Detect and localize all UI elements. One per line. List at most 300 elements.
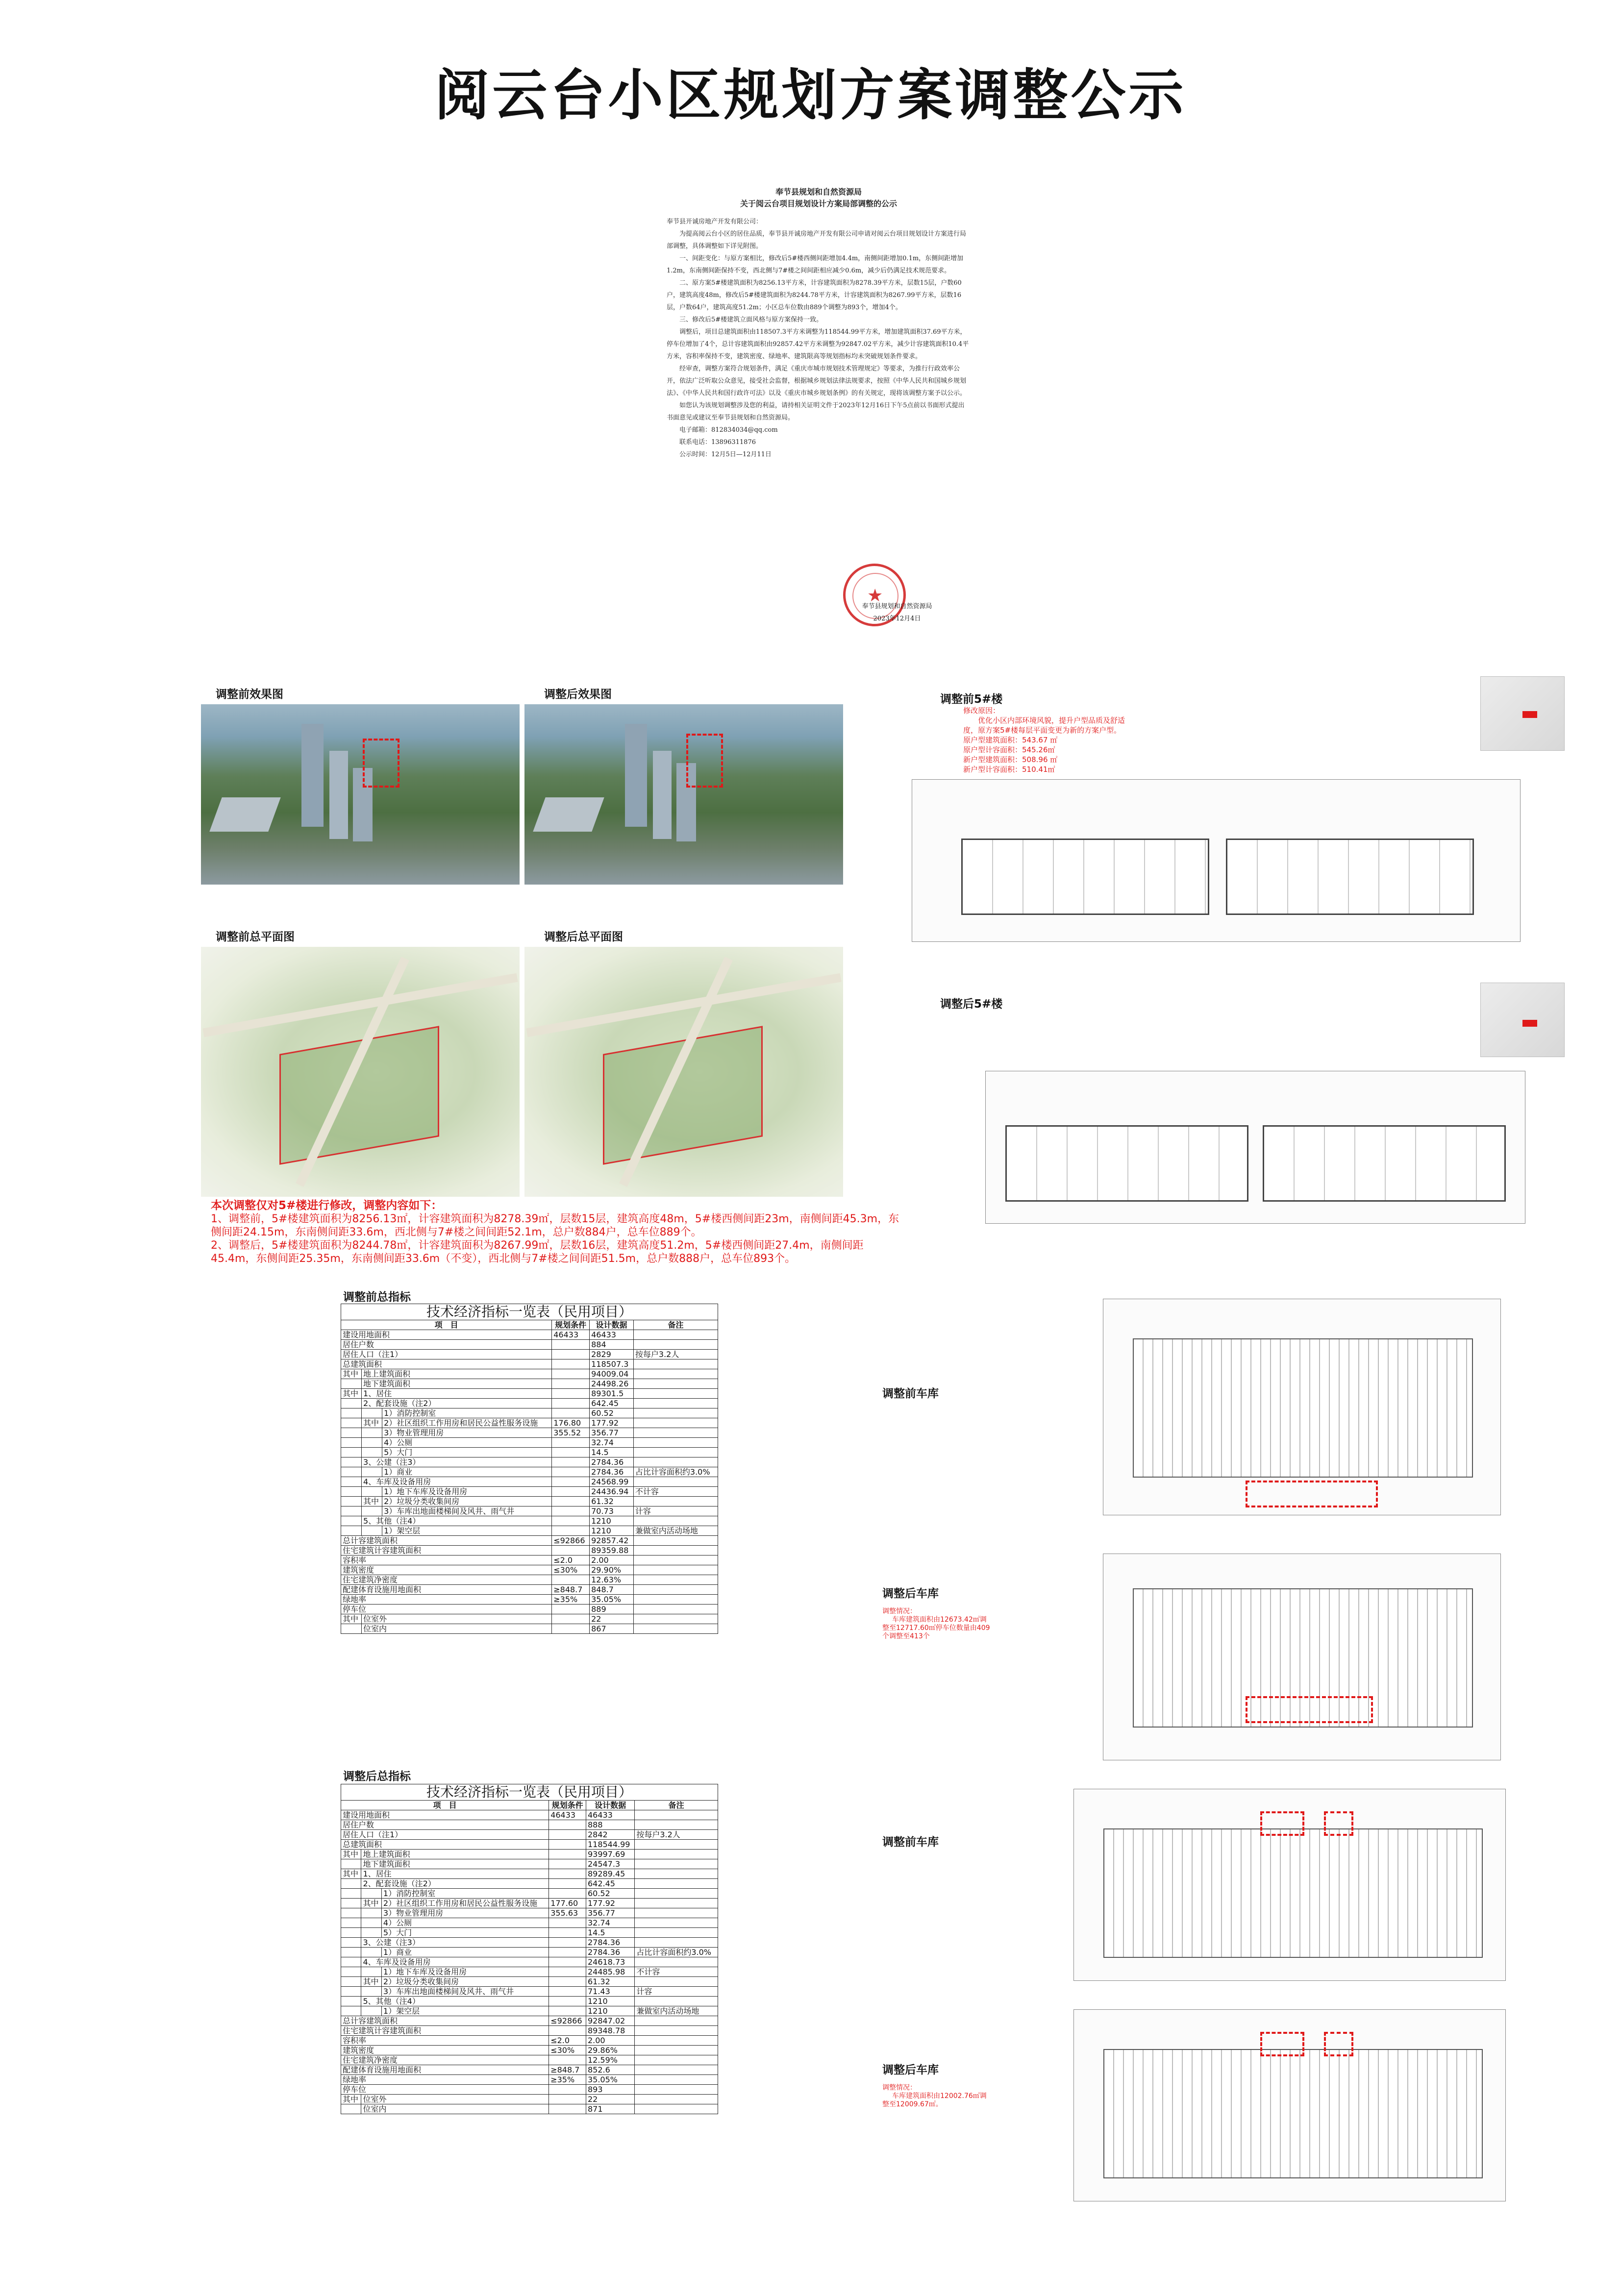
table-cell bbox=[633, 1624, 718, 1634]
table-cell: 2、配套设施（注2） bbox=[362, 1399, 552, 1408]
garage-change-highlight bbox=[1260, 1811, 1304, 1836]
table-cell bbox=[549, 1977, 586, 1987]
table-cell: 356.77 bbox=[586, 1908, 634, 1918]
table-title-row bbox=[341, 1784, 718, 1801]
table-cell: 不计容 bbox=[635, 1967, 718, 1977]
table-cell: 2784.36 bbox=[586, 1948, 634, 1957]
table-cell bbox=[635, 1899, 718, 1908]
table-cell: 24498.26 bbox=[590, 1379, 634, 1389]
table-cell bbox=[549, 1997, 586, 2006]
table-cell: 3）物业管理用房 bbox=[382, 1428, 552, 1438]
table-cell: 总建筑面积 bbox=[341, 1359, 552, 1369]
table-cell: 住宅建筑净密度 bbox=[341, 2055, 549, 2065]
table-cell: 占比计容面积约3.0% bbox=[633, 1467, 718, 1477]
table-cell bbox=[362, 1487, 382, 1497]
table-cell: 3）物业管理用房 bbox=[381, 1908, 549, 1918]
table-cell: 2842 bbox=[586, 1830, 634, 1840]
table-cell bbox=[635, 2085, 718, 2095]
note-line: 新户型计容面积：510.41㎡ bbox=[963, 765, 1055, 774]
table-row bbox=[341, 1330, 718, 1340]
table-cell: 1）消防控制室 bbox=[381, 1889, 549, 1899]
table-cell: 地下建筑面积 bbox=[361, 1859, 549, 1869]
table-cell bbox=[361, 1889, 381, 1899]
after-garage-2-plan bbox=[1073, 2009, 1506, 2201]
table-cell: 地下建筑面积 bbox=[362, 1379, 552, 1389]
table-row bbox=[341, 1526, 718, 1536]
table-cell bbox=[361, 2006, 381, 2016]
notice-signature bbox=[833, 600, 961, 625]
table-cell bbox=[635, 2036, 718, 2046]
table-cell bbox=[635, 2046, 718, 2055]
after-bldg5-keymap bbox=[1480, 983, 1565, 1057]
table-cell bbox=[549, 2085, 586, 2095]
table-row bbox=[341, 2006, 718, 2016]
notice-period: 公示时间：12月5日—12月11日 bbox=[679, 451, 772, 458]
table-cell bbox=[552, 1350, 590, 1359]
after-bldg5-label: 调整后5#楼 bbox=[940, 998, 1003, 1011]
table-title-row bbox=[341, 1304, 718, 1320]
table-row bbox=[341, 1497, 718, 1506]
table-row bbox=[341, 1810, 718, 1820]
table-cell: 1）商业 bbox=[382, 1467, 552, 1477]
table-row bbox=[341, 1830, 718, 1840]
table-cell: 35.05% bbox=[590, 1595, 634, 1605]
table-cell: 其中 bbox=[361, 1977, 381, 1987]
table-cell: 176.80 bbox=[552, 1418, 590, 1428]
before-plan-label: 调整前总平面图 bbox=[216, 931, 295, 943]
table-cell bbox=[341, 1438, 362, 1448]
table-cell bbox=[549, 2026, 586, 2036]
notice-paragraph: 为提高阅云台小区的居住品质，奉节县开诚房地产开发有限公司申请对阅云台项目规划设计方案进行局部调整，具体调整如下详见附图。 bbox=[667, 230, 967, 250]
table-cell: 地上建筑面积 bbox=[362, 1369, 552, 1379]
table-header-cell: 技术经济指标一览表（民用项目） bbox=[341, 1784, 718, 1801]
table-cell: 71.43 bbox=[586, 1987, 634, 1997]
table-cell bbox=[635, 1859, 718, 1869]
table-row bbox=[341, 1350, 718, 1359]
table-cell bbox=[549, 1938, 586, 1948]
table-cell: 92857.42 bbox=[590, 1536, 634, 1546]
table-cell: 5）大门 bbox=[382, 1448, 552, 1457]
garage-change-highlight bbox=[1246, 1696, 1373, 1723]
table-cell bbox=[633, 1555, 718, 1565]
table-row bbox=[341, 1457, 718, 1467]
table-cell: 22 bbox=[586, 2095, 634, 2104]
table-row bbox=[341, 1977, 718, 1987]
table-cell bbox=[552, 1624, 590, 1634]
table-row bbox=[341, 2085, 718, 2095]
table-cell: 其中 bbox=[361, 1899, 381, 1908]
table-cell bbox=[635, 1840, 718, 1850]
table-row bbox=[341, 2104, 718, 2114]
table-cell bbox=[362, 1408, 382, 1418]
note-line: 整至12717.60㎡停车位数量由409 bbox=[882, 1624, 990, 1632]
after-garage-1-label: 调整后车库 bbox=[882, 1587, 939, 1600]
table-cell: 1、居住 bbox=[361, 1869, 549, 1879]
table-cell bbox=[362, 1506, 382, 1516]
before-index-table bbox=[341, 1304, 718, 1634]
table-cell: 177.92 bbox=[590, 1418, 634, 1428]
table-cell bbox=[341, 1899, 361, 1908]
change-summary-lead: 本次调整仅对5#楼进行修改，调整内容如下： bbox=[211, 1199, 443, 1212]
table-cell bbox=[552, 1389, 590, 1399]
table-cell: 871 bbox=[586, 2104, 634, 2114]
table-row bbox=[341, 1418, 718, 1428]
table-row bbox=[341, 2065, 718, 2075]
table-cell: 35.05% bbox=[586, 2075, 634, 2085]
table-cell bbox=[635, 2075, 718, 2085]
table-cell bbox=[549, 2095, 586, 2104]
table-cell: 24618.73 bbox=[586, 1957, 634, 1967]
table-cell bbox=[633, 1369, 718, 1379]
table-cell: 停车位 bbox=[341, 1605, 552, 1614]
table-row bbox=[341, 2016, 718, 2026]
after-render-label: 调整后效果图 bbox=[544, 688, 612, 701]
table-cell bbox=[341, 1506, 362, 1516]
table-cell bbox=[362, 1467, 382, 1477]
table-cell: 按每户3.2人 bbox=[633, 1350, 718, 1359]
table-cell bbox=[633, 1595, 718, 1605]
table-cell: 2）社区组织工作用房和居民公益性服务设施 bbox=[381, 1899, 549, 1908]
table-cell: 2）社区组织工作用房和居民公益性服务设施 bbox=[382, 1418, 552, 1428]
notice-paragraph: 调整后，项目总建筑面积由118507.3平方米调整为118544.99平方米，增加建筑面积37.69平方米，停车位增加了4个，总计容建筑面积由92857.42平方米调整为92847.02平方米，减少计容建筑面积10.4平方米，容积率保持不变，建筑密度、绿地率、建筑限高等规划指标均未突破规划条件要求。 bbox=[667, 328, 969, 360]
table-cell: 70.73 bbox=[590, 1506, 634, 1516]
table-header-cell: 设计数据 bbox=[590, 1320, 634, 1330]
table-cell: 5、其他（注4） bbox=[361, 1997, 549, 2006]
table-cell: 2）垃圾分类收集间房 bbox=[381, 1977, 549, 1987]
table-row bbox=[341, 1938, 718, 1948]
table-cell: 1）商业 bbox=[381, 1948, 549, 1957]
table-cell: 居住人口（注1） bbox=[341, 1830, 549, 1840]
table-cell: 住宅建筑计容建筑面积 bbox=[341, 2026, 549, 2036]
table-cell bbox=[341, 1889, 361, 1899]
before-garage-1-label: 调整前车库 bbox=[882, 1387, 939, 1400]
note-line: 修改原因： bbox=[963, 706, 1000, 715]
table-cell bbox=[341, 1967, 361, 1977]
table-cell: 4、车库及设备用房 bbox=[362, 1477, 552, 1487]
table-cell: ≤30% bbox=[552, 1565, 590, 1575]
note-line: 原户型建筑面积：543.67 ㎡ bbox=[963, 736, 1058, 744]
bldg5-highlight bbox=[686, 734, 723, 788]
table-cell: 住宅建筑净密度 bbox=[341, 1575, 552, 1585]
table-cell: 1210 bbox=[590, 1516, 634, 1526]
table-cell bbox=[341, 1448, 362, 1457]
table-cell bbox=[635, 1908, 718, 1918]
table-cell bbox=[549, 1869, 586, 1879]
tech-table bbox=[341, 1304, 718, 1634]
table-cell bbox=[549, 1889, 586, 1899]
table-row bbox=[341, 2095, 718, 2104]
table-cell bbox=[635, 2055, 718, 2065]
table-cell: ≥848.7 bbox=[552, 1585, 590, 1595]
table-cell: 3）车库出地面楼梯间及风井、雨气井 bbox=[381, 1987, 549, 1997]
table-cell: 46433 bbox=[549, 1810, 586, 1820]
table-cell: 容积率 bbox=[341, 1555, 552, 1565]
table-cell: 893 bbox=[586, 2085, 634, 2095]
table-cell: 12.59% bbox=[586, 2055, 634, 2065]
table-cell: 24547.3 bbox=[586, 1859, 634, 1869]
table-cell: 1）架空层 bbox=[381, 2006, 549, 2016]
table-cell: 2.00 bbox=[590, 1555, 634, 1565]
table-cell bbox=[549, 2104, 586, 2114]
table-cell bbox=[552, 1438, 590, 1448]
table-cell: 其中 bbox=[362, 1418, 382, 1428]
table-row bbox=[341, 2075, 718, 2085]
table-cell bbox=[635, 1850, 718, 1859]
table-cell bbox=[549, 1859, 586, 1869]
before-garage-2-label: 调整前车库 bbox=[882, 1836, 939, 1849]
change-summary-before: 1、调整前，5#楼建筑面积为8256.13㎡，计容建筑面积为8278.39㎡，层数15层，建筑高度48m，5#楼西侧间距23m，南侧间距45.3m，东侧间距24.15m，东南侧间距33.6m，西北侧与7#楼之间间距52.1m，总户数884户，总车位889个。 bbox=[211, 1213, 899, 1238]
note-line: 优化小区内部环境风貌，提升户型品质及舒适 bbox=[978, 716, 1125, 725]
table-cell: 5、其他（注4） bbox=[362, 1516, 552, 1526]
table-cell bbox=[635, 1869, 718, 1879]
table-cell bbox=[341, 1948, 361, 1957]
table-cell bbox=[633, 1399, 718, 1408]
table-cell: 其中 bbox=[341, 1869, 361, 1879]
table-header-row bbox=[341, 1320, 718, 1330]
table-cell bbox=[635, 1957, 718, 1967]
table-cell bbox=[552, 1506, 590, 1516]
table-cell bbox=[635, 1938, 718, 1948]
table-cell bbox=[341, 1428, 362, 1438]
table-cell: 地上建筑面积 bbox=[361, 1850, 549, 1859]
table-cell bbox=[341, 1487, 362, 1497]
table-cell: ≤92866 bbox=[552, 1536, 590, 1546]
table-cell: 计容 bbox=[635, 1987, 718, 1997]
garage-1-change-note bbox=[882, 1607, 1078, 1641]
table-cell: 2.00 bbox=[586, 2036, 634, 2046]
table-cell bbox=[341, 1399, 362, 1408]
table-cell: 位室内 bbox=[361, 2104, 549, 2114]
table-cell bbox=[552, 1526, 590, 1536]
table-row bbox=[341, 1506, 718, 1516]
table-cell bbox=[635, 1977, 718, 1987]
table-row bbox=[341, 1487, 718, 1497]
table-cell bbox=[341, 1624, 362, 1634]
table-cell bbox=[552, 1467, 590, 1477]
table-cell bbox=[633, 1389, 718, 1399]
table-row bbox=[341, 1516, 718, 1526]
table-cell bbox=[635, 1810, 718, 1820]
table-cell bbox=[549, 1967, 586, 1977]
table-row bbox=[341, 1820, 718, 1830]
table-cell bbox=[633, 1497, 718, 1506]
table-cell: 2784.36 bbox=[586, 1938, 634, 1948]
table-cell bbox=[361, 1948, 381, 1957]
before-site-plan bbox=[201, 947, 520, 1197]
table-row bbox=[341, 1477, 718, 1487]
table-cell: 住宅建筑计容建筑面积 bbox=[341, 1546, 552, 1555]
table-row bbox=[341, 1546, 718, 1555]
table-cell bbox=[341, 1457, 362, 1467]
table-row bbox=[341, 2055, 718, 2065]
table-cell bbox=[633, 1438, 718, 1448]
after-plan-label: 调整后总平面图 bbox=[544, 931, 623, 943]
seal-star-icon: ★ bbox=[867, 586, 883, 606]
table-cell bbox=[549, 1987, 586, 1997]
table-cell: 绿地率 bbox=[341, 2075, 549, 2085]
table-cell bbox=[635, 2065, 718, 2075]
table-cell bbox=[633, 1565, 718, 1575]
table-cell bbox=[361, 1918, 381, 1928]
table-cell: 1）架空层 bbox=[382, 1526, 552, 1536]
table-cell: 29.86% bbox=[586, 2046, 634, 2055]
table-cell bbox=[549, 1840, 586, 1850]
table-cell: 118507.3 bbox=[590, 1359, 634, 1369]
table-row bbox=[341, 2026, 718, 2036]
table-cell bbox=[633, 1614, 718, 1624]
table-row bbox=[341, 1987, 718, 1997]
table-row bbox=[341, 1624, 718, 1634]
table-cell: 60.52 bbox=[586, 1889, 634, 1899]
table-cell: 总建筑面积 bbox=[341, 1840, 549, 1850]
notice-paragraph: 一、间距变化：与原方案相比，修改后5#楼西侧间距增加4.4m，南侧间距增加0.1m，东侧间距增加1.2m，东南侧间距保持不变，西北侧与7#楼之间间距相应减少0.6m，减少后仍满足技术规范要求。 bbox=[667, 255, 964, 274]
table-row bbox=[341, 1340, 718, 1350]
table-cell: 位室外 bbox=[361, 2095, 549, 2104]
table-cell: ≥848.7 bbox=[549, 2065, 586, 2075]
table-cell bbox=[362, 1526, 382, 1536]
table-cell bbox=[633, 1516, 718, 1526]
table-cell bbox=[552, 1487, 590, 1497]
after-garage-1-plan bbox=[1103, 1554, 1501, 1760]
table-row bbox=[341, 1869, 718, 1879]
table-cell bbox=[341, 2104, 361, 2114]
change-summary-after: 2、调整后，5#楼建筑面积为8244.78㎡，计容建筑面积为8267.99㎡，层数16层，建筑高度51.2m，5#楼西侧间距27.4m，南侧间距45.4m，东侧间距25.35m，东南侧间距33.6m（不变），西北侧与7#楼之间间距51.5m，总户数888户，总车位893个。 bbox=[211, 1239, 864, 1265]
before-garage-2-plan bbox=[1073, 1789, 1506, 1981]
table-cell bbox=[552, 1408, 590, 1418]
after-garage-2-label: 调整后车库 bbox=[882, 2064, 939, 2076]
table-cell: 其中 bbox=[341, 2095, 361, 2104]
table-cell bbox=[549, 1820, 586, 1830]
table-cell: 兼做室内活动场地 bbox=[633, 1526, 718, 1536]
table-cell: 24436.94 bbox=[590, 1487, 634, 1497]
table-cell bbox=[341, 1477, 362, 1487]
table-row bbox=[341, 1605, 718, 1614]
table-cell: 848.7 bbox=[590, 1585, 634, 1595]
before-bldg5-label: 调整前5#楼 bbox=[940, 693, 1003, 706]
table-cell: 1）地下车库及设备用房 bbox=[381, 1967, 549, 1977]
table-cell bbox=[362, 1438, 382, 1448]
table-cell bbox=[549, 2055, 586, 2065]
table-row bbox=[341, 1997, 718, 2006]
note-line: 调整情况： bbox=[882, 2084, 917, 2092]
table-header-cell: 规划条件 bbox=[549, 1801, 586, 1810]
table-cell bbox=[549, 1928, 586, 1938]
table-cell bbox=[341, 1408, 362, 1418]
after-bldg5-floorplan bbox=[985, 1071, 1525, 1224]
table-cell bbox=[341, 1467, 362, 1477]
table-cell: 3）车库出地面楼梯间及风井、雨气井 bbox=[382, 1506, 552, 1516]
table-cell: 4）公厕 bbox=[381, 1918, 549, 1928]
change-summary bbox=[211, 1199, 907, 1265]
table-cell: 建设用地面积 bbox=[341, 1810, 549, 1820]
table-cell bbox=[341, 1859, 361, 1869]
table-cell: 其中 bbox=[341, 1850, 361, 1859]
note-line: 原户型计容面积：545.26㎡ bbox=[963, 745, 1055, 754]
table-cell: 61.32 bbox=[586, 1977, 634, 1987]
table-cell bbox=[549, 1948, 586, 1957]
table-cell: ≤2.0 bbox=[552, 1555, 590, 1565]
note-line: 车库建筑面积由12002.76㎡调 bbox=[892, 2092, 987, 2100]
table-cell: ≥35% bbox=[549, 2075, 586, 2085]
table-cell bbox=[341, 1938, 361, 1948]
table-cell: 61.32 bbox=[590, 1497, 634, 1506]
table-cell bbox=[341, 1928, 361, 1938]
table-cell: 89301.5 bbox=[590, 1389, 634, 1399]
table-row bbox=[341, 1428, 718, 1438]
table-cell: 356.77 bbox=[590, 1428, 634, 1438]
table-cell bbox=[552, 1448, 590, 1457]
table-cell: 占比计容面积约3.0% bbox=[635, 1948, 718, 1957]
table-cell: 2）垃圾分类收集间房 bbox=[382, 1497, 552, 1506]
notice-heading-title: 关于阅云台项目规划设计方案局部调整的公示 bbox=[740, 199, 897, 208]
note-line: 度，原方案5#楼每层平面变更为新的方案户型。 bbox=[963, 726, 1122, 735]
table-cell bbox=[341, 1957, 361, 1967]
table-row bbox=[341, 2046, 718, 2055]
table-cell: 绿地率 bbox=[341, 1595, 552, 1605]
table-cell: 177.60 bbox=[549, 1899, 586, 1908]
table-cell bbox=[633, 1379, 718, 1389]
table-cell: ≥35% bbox=[552, 1595, 590, 1605]
table-row bbox=[341, 1565, 718, 1575]
table-cell: 1、居住 bbox=[362, 1389, 552, 1399]
table-cell bbox=[635, 1918, 718, 1928]
table-cell: 总计容建筑面积 bbox=[341, 1536, 552, 1546]
table-cell: 46433 bbox=[590, 1330, 634, 1340]
table-cell: 4）公厕 bbox=[382, 1438, 552, 1448]
official-notice bbox=[667, 186, 971, 461]
table-cell bbox=[635, 1928, 718, 1938]
notice-email: 电子邮箱：812834034@qq.com bbox=[679, 426, 778, 434]
table-cell bbox=[635, 1889, 718, 1899]
bldg5-change-note bbox=[963, 706, 1189, 774]
table-cell: 1210 bbox=[590, 1526, 634, 1536]
table-header-cell: 备注 bbox=[633, 1320, 718, 1330]
table-cell bbox=[549, 2006, 586, 2016]
table-cell: 位室外 bbox=[362, 1614, 552, 1624]
table-cell: 89359.88 bbox=[590, 1546, 634, 1555]
table-cell bbox=[361, 1967, 381, 1977]
table-cell: 60.52 bbox=[590, 1408, 634, 1418]
before-index-label: 调整前总指标 bbox=[343, 1291, 411, 1304]
table-cell: 14.5 bbox=[586, 1928, 634, 1938]
table-cell: 5）大门 bbox=[381, 1928, 549, 1938]
notice-phone: 联系电话：13896311876 bbox=[679, 439, 756, 446]
garage-change-highlight bbox=[1260, 2032, 1304, 2056]
table-cell: ≤30% bbox=[549, 2046, 586, 2055]
sign-org: 奉节县规划和自然资源局 bbox=[862, 603, 932, 610]
table-row bbox=[341, 1948, 718, 1957]
table-cell bbox=[635, 2016, 718, 2026]
note-line: 新户型建筑面积：508.96 ㎡ bbox=[963, 755, 1058, 764]
table-header-cell: 项 目 bbox=[341, 1320, 552, 1330]
table-cell bbox=[552, 1477, 590, 1487]
table-row bbox=[341, 1585, 718, 1595]
table-row bbox=[341, 1448, 718, 1457]
table-cell bbox=[633, 1536, 718, 1546]
table-cell: 32.74 bbox=[590, 1438, 634, 1448]
table-row bbox=[341, 1595, 718, 1605]
table-cell bbox=[552, 1497, 590, 1506]
table-cell bbox=[633, 1477, 718, 1487]
after-index-table bbox=[341, 1784, 718, 2114]
notice-paragraph: 二、原方案5#楼建筑面积为8256.13平方米，计容建筑面积为8278.39平方米，层数15层，户数60户，建筑高度48m，修改后5#楼建筑面积为8244.78平方米，计容建筑面积为8267.99平方米，层数16层，户数64户，建筑高度51.2m；小区总车位数由889个调整为893个，增加4个。 bbox=[667, 279, 962, 311]
table-cell bbox=[341, 1908, 361, 1918]
table-row bbox=[341, 1889, 718, 1899]
table-cell: 46433 bbox=[586, 1810, 634, 1820]
before-bldg5-floorplan bbox=[912, 779, 1521, 942]
table-cell: 1）消防控制室 bbox=[382, 1408, 552, 1418]
garage-change-highlight bbox=[1246, 1481, 1378, 1507]
